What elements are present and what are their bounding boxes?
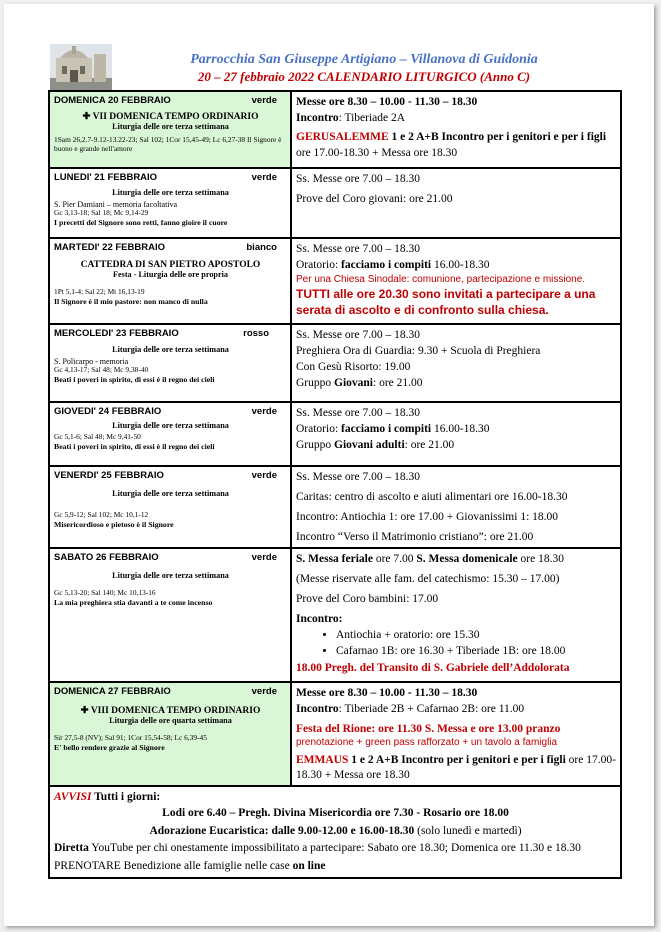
responsorial: E' bello rendere grazie al Signore bbox=[54, 742, 165, 752]
day-events bbox=[291, 238, 621, 324]
mass-times: Ss. Messe ore 7.00 – 18.30 bbox=[296, 243, 420, 255]
event-text: Caritas: centro di ascolto e aiuti alimentari ore 16.00-18.30 bbox=[296, 491, 568, 504]
day-info bbox=[49, 548, 291, 682]
liturgical-color: verde bbox=[251, 470, 277, 481]
event-text: Giovani bbox=[334, 377, 373, 390]
liturgical-color: verde bbox=[251, 552, 277, 563]
day-info bbox=[49, 168, 291, 238]
readings: Gc 5,13-20; Sal 140; Mc 10,13-16 bbox=[54, 588, 156, 597]
readings: Gc 5,9-12; Sal 102; Mc 10,1-12 bbox=[54, 510, 149, 519]
event-text: 1 e 2 A+B Incontro per i genitori e per i figli bbox=[348, 754, 566, 767]
day-events bbox=[291, 682, 621, 786]
event-text: 1 e 2 A+B Incontro per i genitori e per i figli bbox=[388, 131, 607, 144]
mass-times: Ss. Messe ore 7.00 – 18.30 bbox=[296, 329, 420, 341]
day-info bbox=[49, 402, 291, 466]
event-text: Giovani adulti bbox=[334, 439, 405, 452]
calendar-title: 20 – 27 febbraio 2022 CALENDARIO LITURGICO (Anno C) bbox=[197, 69, 531, 84]
liturgical-color: bianco bbox=[246, 242, 277, 253]
day-row bbox=[49, 91, 621, 168]
day-date: MERCOLEDI' 23 FEBBRAIO bbox=[54, 328, 179, 339]
liturgy-hours: Liturgia delle ore terza settimana bbox=[112, 345, 229, 354]
event-label: Gruppo bbox=[296, 377, 335, 390]
liturgy-hours: Liturgia delle ore terza settimana bbox=[112, 122, 229, 131]
notice-line: YouTube per chi onestamente impossibilitato a partecipare: Sabato ore 18.30; Domenica ore 11.30 e 18.30 bbox=[88, 842, 581, 855]
event-text: facciamo i compiti bbox=[341, 423, 432, 436]
feast-title: CATTEDRA DI SAN PIETRO APOSTOLO bbox=[80, 260, 261, 270]
event-text: Prove del Coro bambini: 17.00 bbox=[296, 593, 439, 606]
responsorial: Il Signore è il mio pastore: non manco di nulla bbox=[54, 296, 208, 306]
liturgy-hours: Liturgia delle ore terza settimana bbox=[112, 188, 229, 197]
day-events bbox=[291, 466, 621, 548]
day-info bbox=[49, 466, 291, 548]
event-note: Per una Chiesa Sinodale: comunione, partecipazione e missione. bbox=[296, 274, 586, 286]
notice-line: on line bbox=[292, 860, 326, 873]
mass-times: S. Messa feriale bbox=[296, 553, 373, 565]
day-date: MARTEDI' 22 FEBBRAIO bbox=[54, 242, 165, 253]
day-date: DOMENICA 27 FEBBRAIO bbox=[54, 686, 171, 697]
event-text: Prove del Coro giovani: ore 21.00 bbox=[296, 193, 453, 206]
mass-times: ore 7.00 bbox=[372, 553, 417, 565]
day-info bbox=[49, 238, 291, 324]
notices-label: AVVISI bbox=[54, 791, 92, 803]
day-info bbox=[49, 324, 291, 402]
event-label: Oratorio: bbox=[296, 259, 342, 272]
event-text: Preghiera Ora di Guardia: 9.30 + Scuola di Preghiera bbox=[296, 345, 541, 358]
event-text: : Tiberiade 2B + Cafarnao 2B: ore 11.00 bbox=[338, 703, 525, 716]
day-date: GIOVEDI' 24 FEBBRAIO bbox=[54, 406, 162, 417]
responsorial: La mia preghiera stia davanti a te come incenso bbox=[54, 597, 213, 607]
liturgical-calendar-table bbox=[48, 90, 622, 879]
liturgical-color: verde bbox=[251, 172, 277, 183]
event-highlight: 18.00 Pregh. del Transito di S. Gabriele dell’Addolorata bbox=[296, 661, 570, 674]
event-text: ore 17.00-18.30 + Messa ore 18.30 bbox=[296, 146, 458, 159]
day-info bbox=[49, 682, 291, 786]
mass-times: Ss. Messe ore 7.00 – 18.30 bbox=[296, 173, 420, 185]
event-label: Incontro bbox=[296, 703, 339, 716]
event-label: Festa del Rione bbox=[296, 723, 372, 736]
responsorial: Misericordioso e pietoso è il Signore bbox=[54, 519, 174, 529]
day-events bbox=[291, 548, 621, 682]
event-text: : ore 11.30 S. Messa e ore 13.00 pranzo bbox=[371, 723, 561, 736]
event-highlight: TUTTI alle ore 20.30 sono invitati a partecipare a una serata di ascolto e di confronto sulla chiesa. bbox=[296, 287, 596, 317]
day-row bbox=[49, 168, 621, 238]
liturgy-hours: Liturgia delle ore quarta settimana bbox=[109, 716, 232, 725]
event-label: Incontro: bbox=[296, 613, 343, 626]
event-text: 16.00-18.30 bbox=[431, 423, 490, 436]
liturgy-hours: Liturgia delle ore terza settimana bbox=[112, 489, 229, 498]
liturgical-color: verde bbox=[251, 686, 277, 697]
responsorial: Beati i poveri in spirito, di essi è il regno dei cieli bbox=[54, 441, 215, 451]
document-page bbox=[4, 4, 654, 926]
event-label: Oratorio: bbox=[296, 423, 342, 436]
notice-line: Adorazione Eucaristica: dalle 9.00-12.00 e 16.00-18.30 bbox=[149, 824, 415, 837]
event-label: GERUSALEMME bbox=[296, 131, 389, 144]
day-events bbox=[291, 402, 621, 466]
notices-daily: Tutti i giorni: bbox=[91, 791, 161, 803]
day-row bbox=[49, 466, 621, 548]
notice-line: (solo lunedì e martedì) bbox=[414, 824, 522, 837]
responsorial: Beati i poveri in spirito, di essi è il regno dei cieli bbox=[54, 374, 215, 384]
event-label: EMMAUS bbox=[296, 754, 349, 767]
event-text: : ore 21.00 bbox=[404, 439, 455, 452]
mass-times: Ss. Messe ore 7.00 – 18.30 bbox=[296, 471, 420, 483]
event-note: (Messe riservate alle fam. del catechismo: 15.30 – 17.00) bbox=[296, 573, 560, 586]
day-row bbox=[49, 548, 621, 682]
readings: Gc 5,1-6; Sal 48; Mc 9,41-50 bbox=[54, 432, 141, 441]
day-date: SABATO 26 FEBBRAIO bbox=[54, 552, 159, 563]
readings: 1Sam 26,2.7-9.12-13.22-23; Sal 102; 1Cor 15,45-49; Lc 6,27-38 Il Signore è buono e grande nell'amore bbox=[54, 135, 282, 153]
mass-times: Ss. Messe ore 7.00 – 18.30 bbox=[296, 407, 420, 419]
liturgy-hours: Liturgia delle ore terza settimana bbox=[112, 421, 229, 430]
day-row bbox=[49, 238, 621, 324]
event-text: Incontro “Verso il Matrimonio cristiano”: ore 21.00 bbox=[296, 531, 534, 544]
readings: Gc 4,13-17; Sal 48; Mc 9,38-40 bbox=[54, 365, 149, 374]
event-text: 16.00-18.30 bbox=[431, 259, 490, 272]
event-text: : ore 21.00 bbox=[373, 377, 423, 390]
notice-line: PRENOTARE Benedizione alle famiglie nelle case bbox=[54, 860, 293, 873]
liturgical-color: rosso bbox=[243, 328, 269, 339]
event-text: : Tiberiade 2A bbox=[338, 112, 406, 125]
day-events bbox=[291, 91, 621, 168]
liturgical-color: verde bbox=[251, 95, 277, 106]
liturgical-color: verde bbox=[251, 406, 277, 417]
list-item: • Cafarnao 1B: ore 16.30 + Tiberiade 1B: ore 18.00 bbox=[336, 643, 617, 659]
event-text: ore 17.00-18.30 + Messa ore 18.30 bbox=[296, 754, 616, 781]
day-info bbox=[49, 91, 291, 168]
parish-title: Parrocchia San Giuseppe Artigiano – Villanova di Guidonia bbox=[190, 52, 538, 67]
day-date: DOMENICA 20 FEBBRAIO bbox=[54, 95, 171, 106]
event-label: Incontro bbox=[296, 112, 339, 125]
event-text: facciamo i compiti bbox=[341, 259, 432, 272]
readings: 1Pt 5,1-4; Sal 22; Mt 16,13-19 bbox=[54, 287, 145, 296]
liturgy-hours: Festa - Liturgia delle ore propria bbox=[113, 270, 228, 279]
day-date: VENERDI' 25 FEBBRAIO bbox=[54, 470, 164, 481]
mass-times: S. Messa domenicale bbox=[416, 553, 518, 565]
responsorial: I precetti del Signore sono retti, fanno gioire il cuore bbox=[54, 217, 228, 227]
readings: Gc 3,13-18; Sal 18; Mc 9,14-29 bbox=[54, 208, 149, 217]
mass-times: Messe ore 8.30 – 10.00 - 11.30 – 18.30 bbox=[296, 96, 478, 108]
liturgy-hours: Liturgia delle ore terza settimana bbox=[112, 571, 229, 580]
list-item: • Antiochia + oratorio: ore 15.30 bbox=[336, 627, 617, 643]
day-date: LUNEDI' 21 FEBBRAIO bbox=[54, 172, 158, 183]
notice-line: Lodi ore 6.40 – Pregh. Divina Misericordia ore 7.30 - Rosario ore 18.00 bbox=[162, 806, 509, 819]
mass-times: ore 18.30 bbox=[517, 553, 564, 565]
event-sublist bbox=[296, 627, 617, 659]
day-events bbox=[291, 324, 621, 402]
readings: Sir 27,5-8 (NV); Sal 91; 1Cor 15,54-58; Lc 6,39-45 bbox=[54, 733, 207, 742]
event-text: Con Gesù Risorto: 19.00 bbox=[296, 361, 411, 374]
day-row bbox=[49, 682, 621, 786]
event-text: Incontro: Antiochia 1: ore 17.00 + Giovanissimi 1: 18.00 bbox=[296, 511, 559, 524]
notice-line: Diretta bbox=[54, 842, 89, 855]
feast-title: ✚ VII DOMENICA TEMPO ORDINARIO bbox=[82, 112, 259, 122]
saint: S. Policarpo - memoria bbox=[54, 357, 129, 366]
notices bbox=[49, 786, 621, 878]
event-note: prenotazione + green pass rafforzato + un tavolo a famiglia bbox=[296, 737, 558, 749]
event-label: Gruppo bbox=[296, 439, 335, 452]
day-row bbox=[49, 402, 621, 466]
day-events bbox=[291, 168, 621, 238]
church-logo bbox=[50, 44, 112, 90]
day-row bbox=[49, 324, 621, 402]
notices-row bbox=[49, 786, 621, 878]
feast-title: ✚ VIII DOMENICA TEMPO ORDINARIO bbox=[80, 706, 261, 716]
mass-times: Messe ore 8.30 – 10.00 - 11.30 – 18.30 bbox=[296, 687, 478, 699]
saint: S. Pier Damiani – memoria facoltativa bbox=[54, 200, 178, 209]
